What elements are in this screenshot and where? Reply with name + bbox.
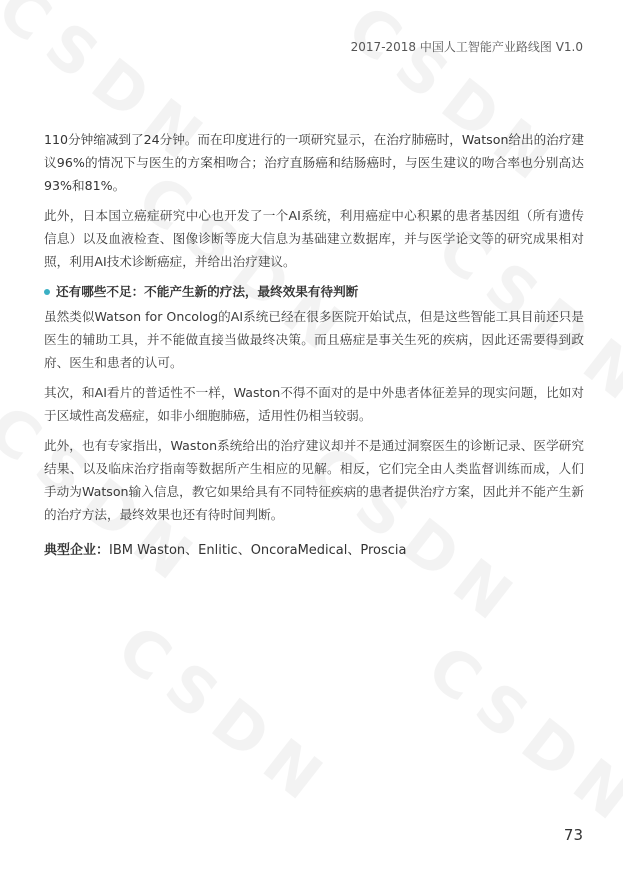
page-header: 2017-2018 中国人工智能产业路线图 V1.0	[350, 40, 583, 54]
paragraph: 110分钟缩减到了24分钟。而在印度进行的一项研究显示，在治疗肺癌时，Watson给出的治疗建议96%的情况下与医生的方案相吻合；治疗直肠癌和结肠癌时，与医生建议的吻合率也分别高达93%和81%。	[44, 132, 584, 193]
companies-list: IBM Waston、Enlitic、OncoraMedical、Proscia	[109, 543, 407, 558]
page-number: 73	[563, 826, 583, 844]
paragraph: 此外，日本国立癌症研究中心也开发了一个AI系统，利用癌症中心积累的患者基因组（所有遗传信息）以及血液检查、图像诊断等庞大信息为基础建立数据库，并与医学论文等的研究成果相对照，利用AI技术诊断癌症，并给出治疗建议。	[44, 208, 584, 269]
watermark	[104, 611, 346, 823]
main-content	[44, 128, 584, 562]
bullet-dot-icon	[44, 289, 50, 295]
paragraph: 虽然类似Watson for Oncolog的AI系统已经在很多医院开始试点，但是这些智能工具目前还只是医生的辅助工具，并不能做直接当做最终决策。而且癌症是事关生死的疾病，因此还需要得到政府、医生和患者的认可。	[44, 309, 584, 370]
section-heading-text: 还有哪些不足：不能产生新的疗法，最终效果有待判断	[56, 284, 359, 299]
paragraph: 此外，也有专家指出，Waston系统给出的治疗建议却并不是通过洞察医生的诊断记录、医学研究结果、以及临床治疗指南等数据所产生相应的见解。相反，它们完全由人类监督训练而成，人们手动为Watson输入信息，教它如果给具有不同特征疾病的患者提供治疗方案，因此并不能产生新的治疗方法，最终效果也还有待时间判断。	[44, 438, 584, 522]
typical-companies	[44, 540, 584, 562]
paragraph: 其次，和AI看片的普适性不一样，Waston不得不面对的是中外患者体征差异的现实问题，比如对于区域性高发癌症，如非小细胞肺癌，适用性仍相当较弱。	[44, 385, 584, 423]
companies-label: 典型企业：	[44, 543, 110, 558]
watermark	[414, 631, 623, 843]
section-heading	[44, 280, 584, 303]
